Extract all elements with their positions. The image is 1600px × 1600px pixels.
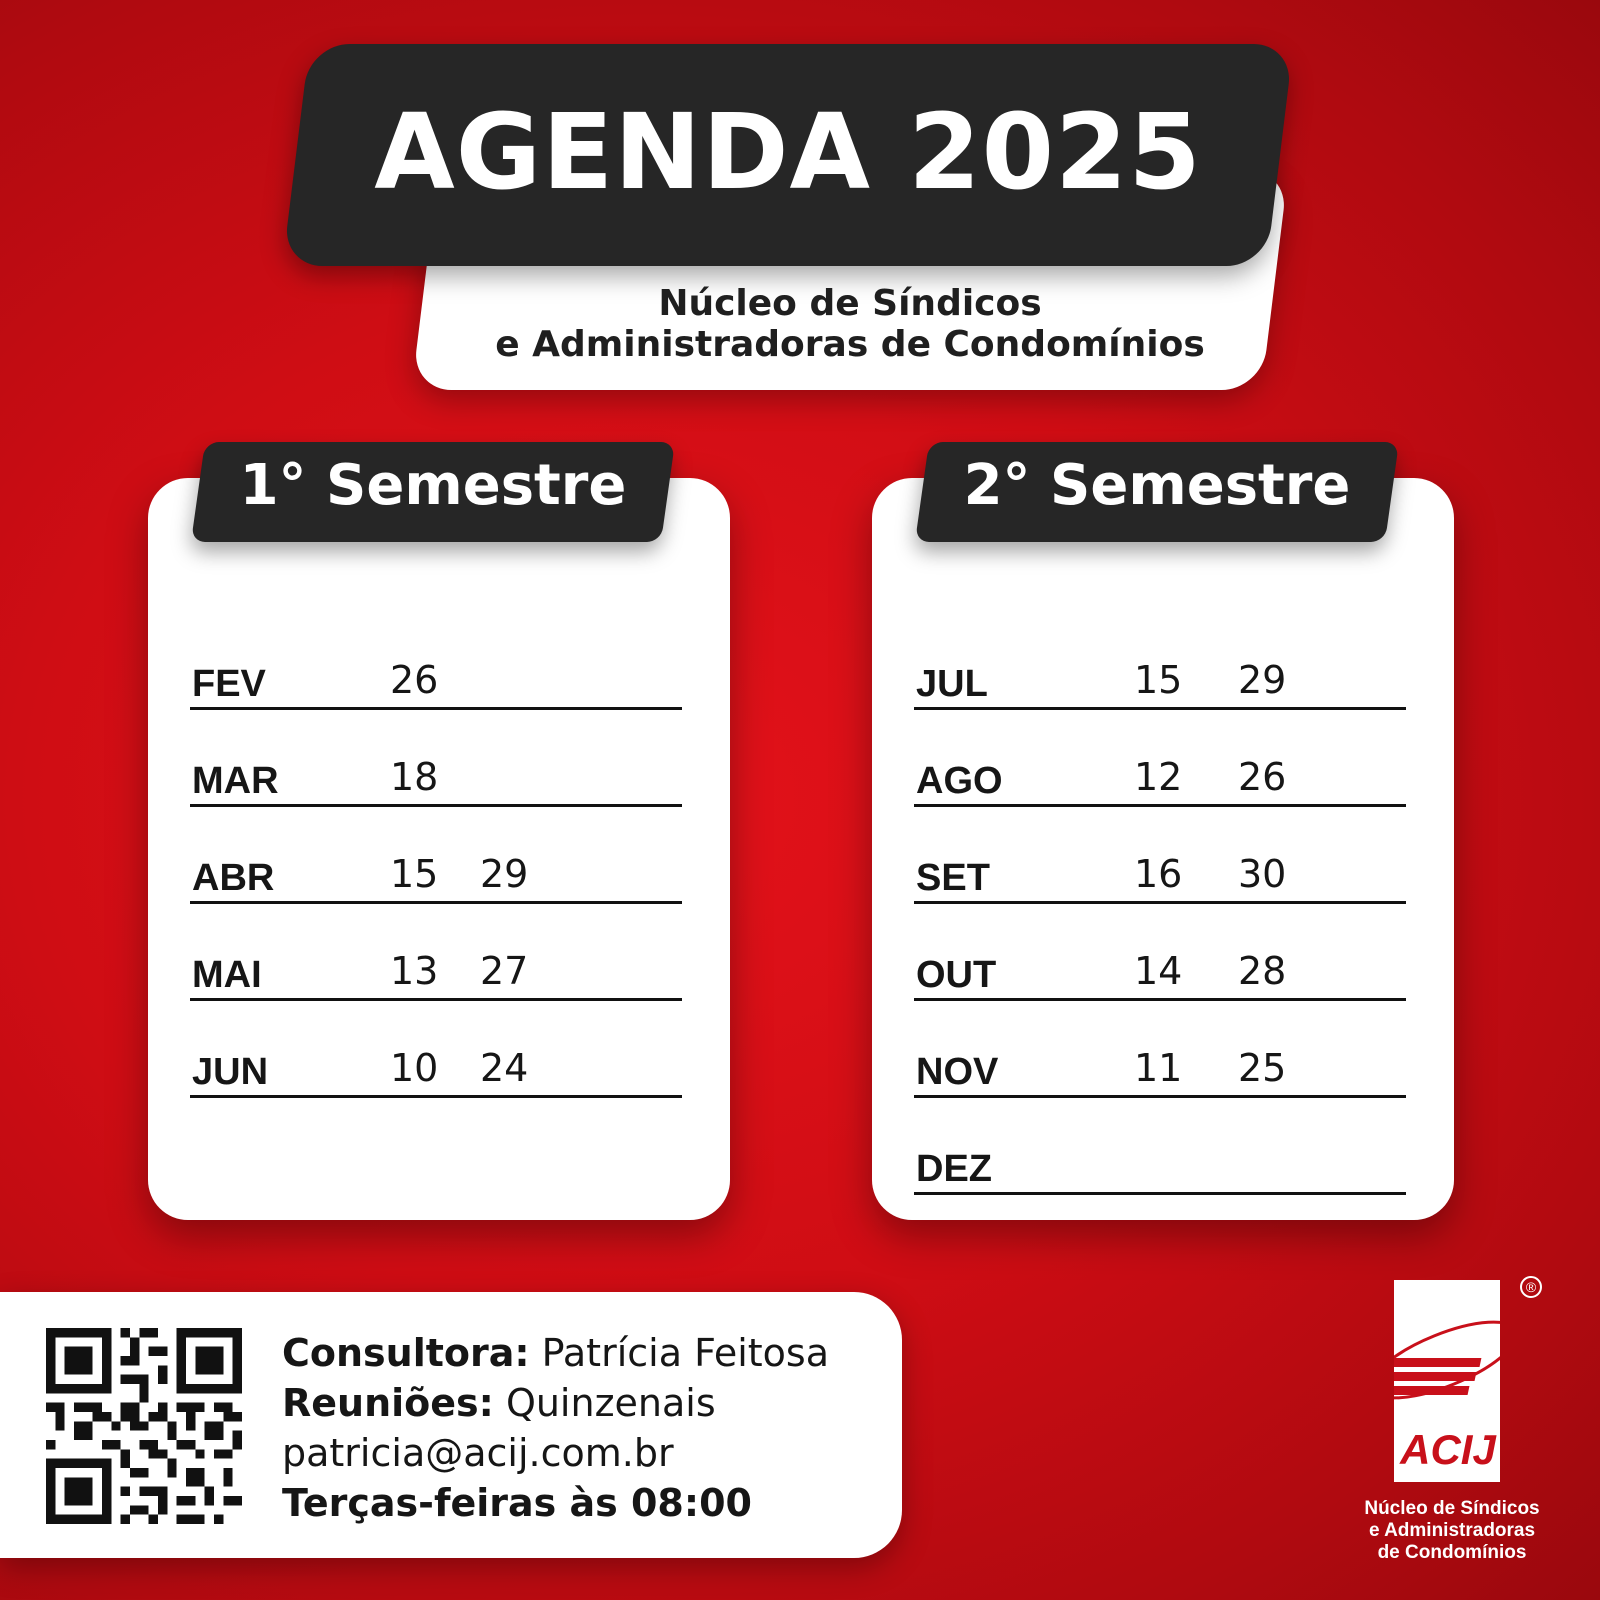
meeting-day: 24 [480, 1046, 529, 1090]
meeting-day: 30 [1238, 852, 1287, 896]
month-label: MAR [192, 760, 279, 802]
consultant-line [282, 1328, 829, 1378]
registered-mark: ® [1520, 1276, 1542, 1298]
date-row-mar [190, 710, 682, 807]
meetings-line [282, 1378, 829, 1428]
meeting-day: 26 [1238, 755, 1287, 799]
semester-1-rows [190, 613, 682, 1098]
logo-caption-line-1: Núcleo de Síndicos [1364, 1498, 1540, 1519]
semester-2-label: 2° Semestre [963, 453, 1351, 518]
month-label: SET [916, 857, 990, 899]
date-row-jun [190, 1001, 682, 1098]
month-label: DEZ [916, 1148, 992, 1190]
consultant-name: Patrícia Feitosa [529, 1331, 830, 1375]
contact-info [282, 1328, 829, 1528]
meeting-day: 26 [390, 658, 439, 702]
month-label: AGO [916, 760, 1003, 802]
month-label: NOV [916, 1051, 999, 1093]
semester-2-rows [914, 613, 1406, 1195]
meeting-day: 14 [1134, 949, 1183, 993]
date-row-mai [190, 904, 682, 1001]
semester-1-label: 1° Semestre [239, 453, 627, 518]
month-label: MAI [192, 954, 262, 996]
month-label: JUN [192, 1051, 269, 1093]
logo-brand-text: ACIJ [1400, 1426, 1496, 1473]
row-divider [190, 1095, 682, 1098]
date-row-fev [190, 613, 682, 710]
meeting-day: 29 [480, 852, 529, 896]
month-label: FEV [192, 663, 266, 705]
row-divider [914, 1192, 1406, 1195]
meeting-day: 10 [390, 1046, 439, 1090]
meeting-day: 16 [1134, 852, 1183, 896]
meeting-day: 28 [1238, 949, 1287, 993]
meeting-day: 18 [390, 755, 439, 799]
date-row-dez [914, 1098, 1406, 1195]
meeting-day: 27 [480, 949, 529, 993]
semester-1-card [148, 453, 730, 1220]
meeting-day: 29 [1238, 658, 1287, 702]
acij-logo [1352, 1276, 1552, 1566]
logo-caption-line-2: e Administradoras [1368, 1520, 1536, 1541]
date-row-jul [914, 613, 1406, 710]
subtitle-line-1: Núcleo de Síndicos [658, 283, 1042, 324]
meeting-day: 15 [390, 852, 439, 896]
meeting-day: 11 [1134, 1046, 1183, 1090]
meeting-day: 13 [390, 949, 439, 993]
month-label: OUT [916, 954, 997, 996]
date-row-set [914, 807, 1406, 904]
meeting-day: 12 [1134, 755, 1183, 799]
subtitle-line-2: e Administradoras de Condomínios [495, 324, 1205, 365]
page-subtitle [425, 283, 1275, 365]
meetings-key: Reuniões: [282, 1381, 494, 1425]
contact-info-card [0, 1292, 902, 1558]
month-label: JUL [916, 663, 988, 705]
schedule-line: Terças-feiras às 08:00 [282, 1481, 752, 1525]
semester-2-card [872, 453, 1454, 1220]
meeting-day: 15 [1134, 658, 1183, 702]
meeting-day: 25 [1238, 1046, 1287, 1090]
date-row-nov [914, 1001, 1406, 1098]
logo-caption [1352, 1498, 1552, 1564]
page-title: AGENDA 2025 [374, 91, 1202, 213]
month-label: ABR [192, 857, 275, 899]
email-link[interactable]: patricia@acij.com.br [282, 1431, 674, 1475]
date-row-out [914, 904, 1406, 1001]
date-row-abr [190, 807, 682, 904]
meetings-frequency: Quinzenais [493, 1381, 716, 1425]
date-row-ago [914, 710, 1406, 807]
qr-code-icon[interactable] [46, 1328, 242, 1524]
consultant-key: Consultora: [282, 1331, 530, 1375]
logo-caption-line-3: de Condomínios [1377, 1542, 1527, 1563]
